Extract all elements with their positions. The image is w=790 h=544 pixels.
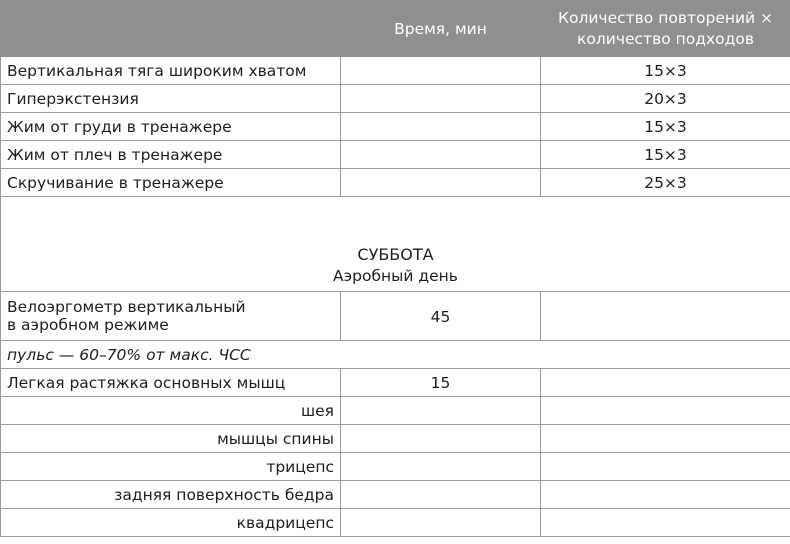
- muscle-reps: [541, 453, 790, 481]
- section-title: СУББОТА: [357, 245, 434, 264]
- exercise-reps: 20×3: [541, 85, 790, 113]
- muscle-time: [341, 481, 541, 509]
- aerobic-exercise-name: [1, 292, 341, 341]
- aerobic-name-line2: в аэробном режиме: [7, 316, 169, 334]
- section-row: [1, 197, 790, 292]
- exercise-name: Жим от плеч в тренажере: [1, 141, 341, 169]
- muscle-time: [341, 425, 541, 453]
- table-row: [1, 113, 790, 141]
- exercise-name: Вертикальная тяга широким хватом: [1, 57, 341, 85]
- exercise-name: Гиперэкстензия: [1, 85, 341, 113]
- aerobic-time: 45: [341, 292, 541, 341]
- header-time: Время, мин: [341, 1, 541, 57]
- table-header-row: [1, 1, 790, 57]
- muscle-time: [341, 397, 541, 425]
- exercise-time: [341, 141, 541, 169]
- exercise-reps: 15×3: [541, 141, 790, 169]
- muscle-name: квадрицепс: [1, 509, 341, 537]
- exercise-time: [341, 113, 541, 141]
- stretch-name: Легкая растяжка основных мышц: [1, 369, 341, 397]
- header-reps-line1: Количество повторений ×: [557, 8, 774, 27]
- muscle-reps: [541, 509, 790, 537]
- aerobic-name-line1: Велоэргометр вертикальный: [7, 298, 246, 316]
- muscle-reps: [541, 425, 790, 453]
- note-row: [1, 341, 790, 369]
- exercise-time: [341, 169, 541, 197]
- stretch-reps: [541, 369, 790, 397]
- muscle-row: [1, 397, 790, 425]
- muscle-reps: [541, 481, 790, 509]
- muscle-name: задняя поверхность бедра: [1, 481, 341, 509]
- section-subtitle: Аэробный день: [333, 267, 458, 285]
- muscle-row: [1, 453, 790, 481]
- table-row: [1, 141, 790, 169]
- muscle-reps: [541, 397, 790, 425]
- table-row: [1, 85, 790, 113]
- exercise-time: [341, 57, 541, 85]
- aerobic-reps: [541, 292, 790, 341]
- muscle-name: мышцы спины: [1, 425, 341, 453]
- muscle-name: трицепс: [1, 453, 341, 481]
- section-heading: [1, 197, 790, 292]
- exercise-reps: 25×3: [541, 169, 790, 197]
- muscle-row: [1, 425, 790, 453]
- header-exercise: [1, 1, 341, 57]
- exercise-reps: 15×3: [541, 113, 790, 141]
- table-row: [1, 169, 790, 197]
- stretch-time: 15: [341, 369, 541, 397]
- exercise-name: Жим от груди в тренажере: [1, 113, 341, 141]
- muscle-time: [341, 453, 541, 481]
- table-row: [1, 292, 790, 341]
- muscle-name: шея: [1, 397, 341, 425]
- exercise-time: [341, 85, 541, 113]
- table-row: [1, 57, 790, 85]
- header-reps-line2: количество подходов: [577, 29, 754, 48]
- exercise-name: Скручивание в тренажере: [1, 169, 341, 197]
- exercise-reps: 15×3: [541, 57, 790, 85]
- muscle-time: [341, 509, 541, 537]
- header-reps: [541, 1, 790, 57]
- muscle-row: [1, 481, 790, 509]
- pulse-note: пульс — 60–70% от макс. ЧСС: [1, 341, 790, 369]
- table-row: [1, 369, 790, 397]
- muscle-row: [1, 509, 790, 537]
